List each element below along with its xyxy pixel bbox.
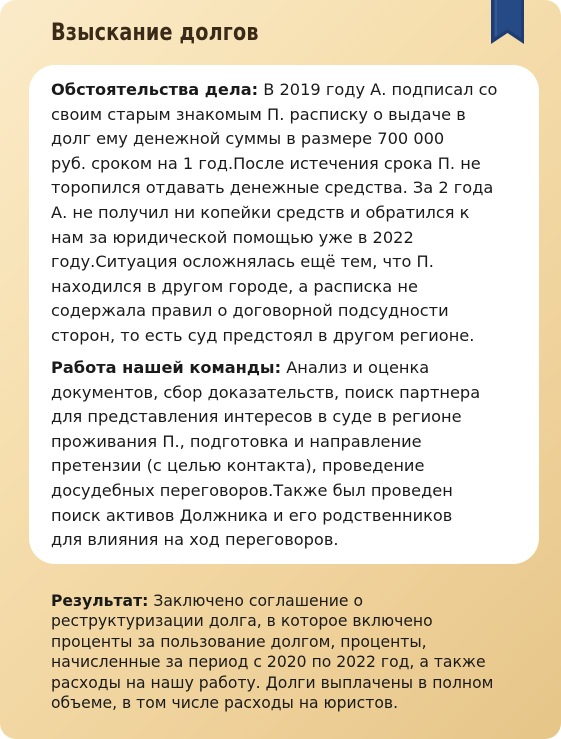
circumstances-text: В 2019 году А. подписал со своим старым знакомым П. расписку о выдаче в долг ему денежной суммы в размере 700 000 руб. сроком на 1 год.После истечения срока П. не торопился отдавать денежные средства. За 2 года А. не получил ни копейки средств и обратился к нам за юридической помощью уже в 2022 году.Ситуация осложнялась ещё тем, что П. находился в другом городе, а расписка не содержала правил о договорной подсудности сторон, то есть суд предстоял в другом регионе.: [51, 80, 498, 345]
team-work-label: Работа нашей команды:: [51, 358, 282, 377]
circumstances-label: Обстоятельства дела:: [51, 80, 259, 99]
bookmark-icon: [491, 0, 524, 44]
result-text: Заключено соглашение о реструктуризации долга, в которое включено проценты за пользование долгом, проценты, начисленные за период с 2020 по 2022 год, а также расходы на нашу работу. Долги выплачены в полном объеме, в том числе расходы на юристов.: [51, 592, 494, 713]
result-paragraph: [51, 591, 531, 713]
team-work-text: Анализ и оценка документов, сбор доказательств, поиск партнера для представления интересов в суде в регионе проживания П., подготовка и направление претензии (с целью контакта), проведение досудебных переговоров.Также был проведен поиск активов Должника и его родственников для влияния на ход переговоров.: [51, 358, 481, 550]
circumstances-paragraph: [51, 78, 511, 349]
team-work-paragraph: [51, 356, 511, 553]
card-title: Взыскание долгов: [51, 18, 259, 46]
result-label: Результат:: [51, 592, 149, 610]
